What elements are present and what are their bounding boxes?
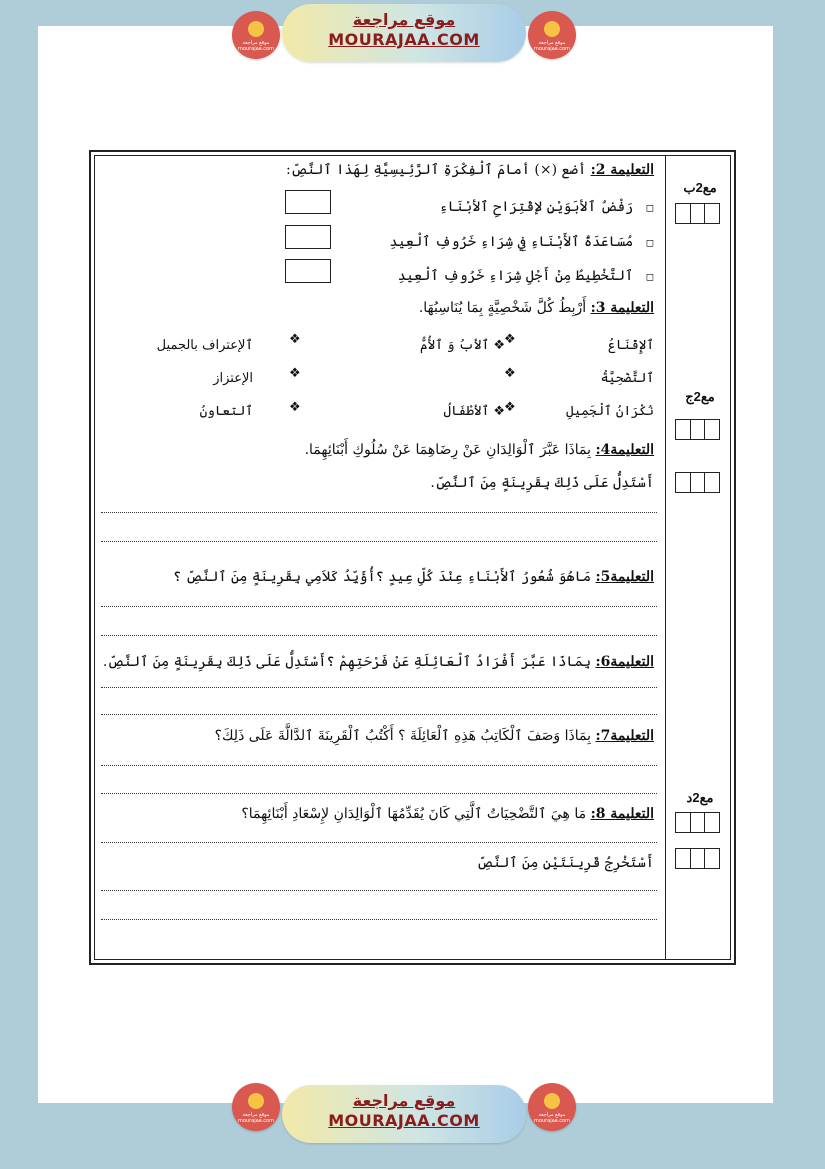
q6-heading [103, 654, 654, 670]
answer-line[interactable] [101, 687, 657, 688]
q3-col3-item: ٱلإعتراف بالجميل [156, 338, 253, 353]
q2-option-2 [389, 234, 654, 250]
q4-label: التعليمة4: [595, 442, 654, 458]
header-site-ar: موقع مراجعة [352, 10, 456, 29]
q2-answer-box-3[interactable] [285, 259, 331, 283]
q7-label: التعليمة7: [595, 728, 654, 744]
q3-col1-item: ٱلإِقْنَاعُ [608, 338, 654, 353]
q4-text: بِمَاذَا عَبَّرَ ٱلْوَالِدَانِ عَنْ رِضَاهِمَا عَنْ سُلُوكِ أَبْنَائِهِمَا. [304, 442, 592, 458]
square-bullet-icon: ◻ [645, 203, 654, 214]
score-grid[interactable] [675, 472, 720, 493]
criterion-c1: مع2ب [683, 180, 717, 195]
diamond-bullet-icon[interactable]: ❖ [289, 332, 301, 347]
logo-caption: موقع مراجعة mourajaa.com [533, 40, 570, 52]
score-grid[interactable] [675, 419, 720, 440]
q2-option-1 [439, 199, 654, 215]
q8-label: التعليمة 8: [590, 806, 654, 822]
score-grid[interactable] [675, 203, 720, 224]
q3-col2-item[interactable]: ❖ ٱلأبُ وَ ٱلأُمُّ [420, 338, 505, 353]
q3-text: أَرْبِطُ كُلَّ شَخْصِيَّةٍ بِمَا يُنَاسِبُهَا. [418, 300, 587, 316]
logo-caption: موقع مراجعة mourajaa.com [237, 40, 274, 52]
q3-heading [419, 300, 654, 316]
diamond-bullet-icon[interactable]: ❖ [504, 400, 516, 415]
header-badge[interactable] [282, 4, 526, 62]
score-grid[interactable] [675, 812, 720, 833]
q3-col2-text: ٱلأبُ وَ ٱلأُمُّ [420, 338, 490, 353]
q6-label: التعليمة6: [595, 654, 654, 670]
q2-answer-box-1[interactable] [285, 190, 331, 214]
q5-text: مَاهُوَ شُعُورُ ٱلأَبْنَاءِ عِنْدَ كُلِّ عِيدٍ ؟أُؤَيِّدُ كَلاَمِي بِقَرِينَةٍ مِنَ ٱلنَّصِّ ؟ [172, 569, 592, 585]
criterion-c2: مع2ج [685, 389, 715, 404]
header-site-en: MOURAJAA.COM [328, 30, 480, 49]
exercise-sheet [89, 150, 736, 965]
diamond-bullet-icon[interactable]: ❖ [504, 366, 516, 381]
answer-line[interactable] [101, 765, 657, 766]
q3-label: التعليمة 3: [590, 300, 654, 316]
criterion-c3: مع2د [686, 790, 714, 805]
site-logo-left [232, 1083, 280, 1131]
q2-heading [286, 162, 654, 178]
score-grid[interactable] [675, 848, 720, 869]
logo-caption: موقع مراجعة mourajaa.com [533, 1112, 570, 1124]
logo-emblem-icon [544, 1093, 560, 1109]
criteria-divider [665, 155, 666, 960]
site-logo-right [528, 1083, 576, 1131]
q2-option-text: مُسَاعَدَةُ ٱلأَبْنَاءِ فِي شِرَاءِ خَرُوفِ ٱلْعِيدِ [389, 234, 634, 250]
logo-caption: موقع مراجعة mourajaa.com [237, 1112, 274, 1124]
q4-heading [305, 442, 654, 458]
q3-col2-text: ٱلأطْفَالُ [443, 404, 490, 419]
q8-sub: أَسْتَخْرِجُ قَرِينَتَيْنِ مِنَ ٱلنَّصِّ [476, 855, 654, 871]
square-bullet-icon: ◻ [645, 238, 654, 249]
q2-option-3 [398, 268, 654, 284]
q6-text: بِمَاذَا عَبَّرَ أَفْرَادُ ٱلْعَائِلَةِ عَنْ فَرْحَتِهِمْ ؟أَسْتَدِلُّ عَلَى ذَلِكَ بِقَرِينَةٍ مِنَ ٱلنَّصِّ. [102, 654, 592, 670]
answer-line[interactable] [101, 890, 657, 891]
answer-line[interactable] [101, 842, 657, 843]
diamond-bullet-icon[interactable]: ❖ [504, 332, 516, 347]
site-logo-right [528, 11, 576, 59]
answer-line[interactable] [101, 541, 657, 542]
q7-heading [215, 728, 654, 744]
diamond-bullet-icon[interactable]: ❖ [289, 400, 301, 415]
q8-heading [241, 806, 654, 822]
logo-emblem-icon [248, 1093, 264, 1109]
logo-emblem-icon [248, 21, 264, 37]
answer-line[interactable] [101, 793, 657, 794]
q3-col3-item: ٱلتعاونُ [199, 404, 253, 419]
q8-text: مَا هِيَ ٱلتَّضْحِيَاتُ ٱلَّتِي كَانَ يُقَدِّمُهَا ٱلْوَالِدَانِ لإِسْعَادِ أَبْنَائِهِمَا؟ [241, 806, 587, 822]
q3-col1-item: ٱلتَّضْحِيَّةُ [600, 371, 654, 386]
q5-label: التعليمة5: [595, 569, 654, 585]
q2-text: أضع (×) أمامَ ٱلْفِكْرَةِ ٱلرَّئِيسِيَّةِ لِهَذا ٱلنَّصِّ: [285, 162, 587, 178]
answer-line[interactable] [101, 919, 657, 920]
q5-heading [173, 569, 654, 585]
q2-option-text: رَفْضُ ٱلأبَوَيْنِ لإقْتِرَاحِ ٱلأبْنَاءِ [439, 199, 634, 215]
footer-site-ar: موقع مراجعة [352, 1091, 456, 1110]
answer-line[interactable] [101, 512, 657, 513]
footer-site-en: MOURAJAA.COM [328, 1111, 480, 1130]
q2-answer-box-2[interactable] [285, 225, 331, 249]
q3-col2-item[interactable]: ❖ ٱلأطْفَالُ [443, 404, 505, 419]
q2-option-text: ٱلتَّخْطِيطُ مِنْ أَجْلِ شِرَاءِ خَرُوفِ ٱلْعِيدِ [397, 268, 634, 284]
site-logo-left [232, 11, 280, 59]
answer-line[interactable] [101, 606, 657, 607]
q7-text: بِمَاذَا وَصَفَ ٱلْكَاتِبُ هَذِهِ ٱلْعَائِلَةَ ؟ أَكْتُبُ ٱلْقَرِينَةَ ٱلدَّالَّةَ عَلَى ذَلِكَ؟ [214, 728, 592, 744]
q3-col1-item: نُكْرَانُ ٱلْجَمِيلِ [566, 404, 654, 419]
logo-emblem-icon [544, 21, 560, 37]
answer-line[interactable] [101, 714, 657, 715]
square-bullet-icon: ◻ [645, 272, 654, 283]
q3-col3-item: الإعتزاز [213, 371, 253, 386]
answer-line[interactable] [101, 635, 657, 636]
footer-badge[interactable] [282, 1085, 526, 1143]
q2-label: التعليمة 2: [590, 162, 654, 178]
q4-sub: أَسْتَدِلُّ عَلَى ذَلِكَ بِقَرِينَةٍ مِنَ ٱلنَّصِّ. [430, 475, 654, 491]
diamond-bullet-icon[interactable]: ❖ [289, 366, 301, 381]
